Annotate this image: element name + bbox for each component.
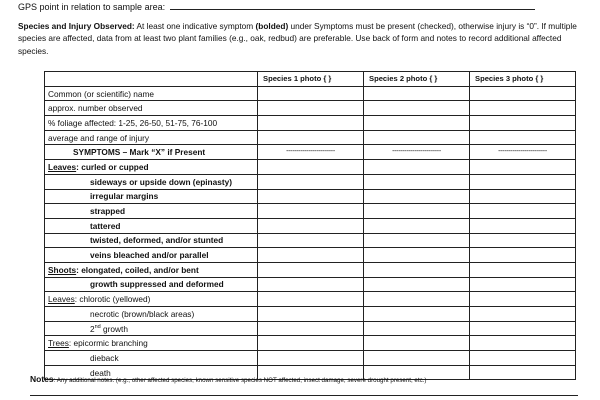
species-2-header: Species 2 photo { } [364, 72, 470, 87]
entry-cell[interactable] [364, 101, 470, 116]
checkbox-cell[interactable] [258, 233, 364, 248]
checkbox-cell[interactable] [470, 365, 576, 380]
table-row [45, 351, 576, 366]
row-label [45, 160, 258, 175]
checkbox-cell[interactable] [258, 307, 364, 322]
row-label: strapped [45, 204, 258, 219]
category-leaves-2: Leaves [48, 294, 75, 305]
row-label: average and range of injury [45, 130, 258, 145]
table-row [45, 248, 576, 263]
checkbox-cell[interactable] [364, 277, 470, 292]
checkbox-cell[interactable] [258, 248, 364, 263]
gps-line [18, 1, 535, 13]
checkbox-cell[interactable] [470, 277, 576, 292]
table-row [45, 233, 576, 248]
checkbox-cell[interactable] [470, 233, 576, 248]
checkbox-cell[interactable] [364, 233, 470, 248]
entry-cell[interactable] [470, 130, 576, 145]
table-row [45, 292, 576, 307]
checkbox-cell[interactable] [258, 351, 364, 366]
checkbox-cell[interactable] [470, 189, 576, 204]
checkbox-cell[interactable] [364, 189, 470, 204]
checkbox-cell[interactable] [470, 351, 576, 366]
checkbox-cell[interactable] [258, 292, 364, 307]
category-shoots: Shoots [48, 264, 77, 275]
entry-cell[interactable] [364, 130, 470, 145]
row-label: approx. number observed [45, 101, 258, 116]
table-row [45, 218, 576, 233]
checkbox-cell[interactable] [258, 204, 364, 219]
second-growth-sup: nd [94, 323, 101, 330]
row-label: necrotic (brown/black areas) [45, 307, 258, 322]
checkbox-cell[interactable] [470, 174, 576, 189]
table-row [45, 321, 576, 336]
checkbox-cell[interactable] [258, 262, 364, 277]
symptom-text: : epicormic branching [68, 338, 148, 349]
row-label: twisted, deformed, and/or stunted [45, 233, 258, 248]
symptom-text: : elongated, coiled, and/or bent [76, 264, 199, 275]
checkbox-cell[interactable] [364, 307, 470, 322]
entry-cell[interactable] [258, 130, 364, 145]
checkbox-cell[interactable] [364, 248, 470, 263]
checkbox-cell[interactable] [470, 204, 576, 219]
checkbox-cell[interactable] [364, 174, 470, 189]
gps-blank-field[interactable] [170, 1, 535, 10]
checkbox-cell[interactable] [258, 189, 364, 204]
checkbox-cell[interactable] [364, 262, 470, 277]
row-label: sideways or upside down (epinasty) [45, 174, 258, 189]
second-growth-num: 2 [90, 323, 95, 334]
species-injury-table [44, 71, 576, 380]
dash-separator: ------------------------ [364, 145, 470, 160]
table-row [45, 336, 576, 351]
notes-label: Notes [30, 374, 54, 384]
checkbox-cell[interactable] [364, 204, 470, 219]
row-label [45, 262, 258, 277]
table-row [45, 277, 576, 292]
checkbox-cell[interactable] [364, 292, 470, 307]
entry-cell[interactable] [470, 101, 576, 116]
entry-cell[interactable] [258, 116, 364, 131]
checkbox-cell[interactable] [258, 321, 364, 336]
table-row [45, 262, 576, 277]
row-label [45, 336, 258, 351]
row-label [45, 292, 258, 307]
table-row [45, 204, 576, 219]
checkbox-cell[interactable] [470, 262, 576, 277]
second-growth-text: growth [100, 323, 128, 334]
table-row [45, 101, 576, 116]
notes-text: : Any additional notes. (e.g., other affected species, known sensitive species NOT affected, insect damage, severe drought present, etc.) [53, 377, 427, 384]
table-row [45, 189, 576, 204]
symptom-text: : curled or cupped [76, 161, 149, 172]
species-1-header: Species 1 photo { } [258, 72, 364, 87]
intro-bolded: (bolded) [255, 21, 289, 31]
checkbox-cell[interactable] [258, 277, 364, 292]
entry-cell[interactable] [364, 116, 470, 131]
row-label: veins bleached and/or parallel [45, 248, 258, 263]
species-3-header: Species 3 photo { } [470, 72, 576, 87]
checkbox-cell[interactable] [470, 336, 576, 351]
row-label: growth suppressed and deformed [45, 277, 258, 292]
gps-label: GPS point in relation to sample area: [18, 2, 166, 12]
checkbox-cell[interactable] [364, 321, 470, 336]
row-label: dieback [45, 351, 258, 366]
table-row [45, 160, 576, 175]
notes-line [30, 374, 426, 384]
table-header-row [45, 72, 576, 87]
table-row [45, 86, 576, 101]
entry-cell[interactable] [470, 86, 576, 101]
row-label: death [45, 365, 258, 380]
checkbox-cell[interactable] [364, 218, 470, 233]
dash-separator: ------------------------ [470, 145, 576, 160]
checkbox-cell[interactable] [470, 218, 576, 233]
checkbox-cell[interactable] [258, 160, 364, 175]
row-label: % foliage affected: 1-25, 26-50, 51-75, 76-100 [45, 116, 258, 131]
row-label: irregular margins [45, 189, 258, 204]
entry-cell[interactable] [470, 116, 576, 131]
table-row [45, 174, 576, 189]
entry-cell[interactable] [258, 101, 364, 116]
table-row [45, 307, 576, 322]
category-trees: Trees [48, 338, 69, 349]
checkbox-cell[interactable] [470, 292, 576, 307]
entry-cell[interactable] [364, 86, 470, 101]
dash-separator: ------------------------ [258, 145, 364, 160]
checkbox-cell[interactable] [364, 160, 470, 175]
intro-paragraph [18, 20, 580, 57]
checkbox-cell[interactable] [258, 174, 364, 189]
checkbox-cell[interactable] [470, 248, 576, 263]
header-blank-cell [45, 72, 258, 87]
row-label [45, 321, 258, 336]
intro-heading: Species and Injury Observed: [18, 21, 135, 31]
table-row [45, 130, 576, 145]
symptoms-title: SYMPTOMS – Mark “X” if Present [45, 145, 258, 160]
category-leaves: Leaves [48, 161, 77, 172]
checkbox-cell[interactable] [470, 160, 576, 175]
symptoms-header-row [45, 145, 576, 160]
checkbox-cell[interactable] [470, 321, 576, 336]
checkbox-cell[interactable] [258, 218, 364, 233]
intro-text-1: At least one indicative symptom [134, 21, 256, 31]
checkbox-cell[interactable] [364, 351, 470, 366]
checkbox-cell[interactable] [258, 336, 364, 351]
row-label: tattered [45, 218, 258, 233]
intro-text-2: under Symptoms must be present (checked), otherwise injury is “0”. If multiple species are affected, data from at least two plant families (e.g., oak, redbud) are preferable. Use back of form and notes to record additional affected species. [18, 21, 577, 56]
table-row [45, 116, 576, 131]
notes-blank-field[interactable] [30, 395, 578, 396]
entry-cell[interactable] [258, 86, 364, 101]
symptom-text: : chlorotic (yellowed) [74, 294, 151, 305]
checkbox-cell[interactable] [364, 336, 470, 351]
row-label: Common (or scientific) name [45, 86, 258, 101]
checkbox-cell[interactable] [470, 307, 576, 322]
